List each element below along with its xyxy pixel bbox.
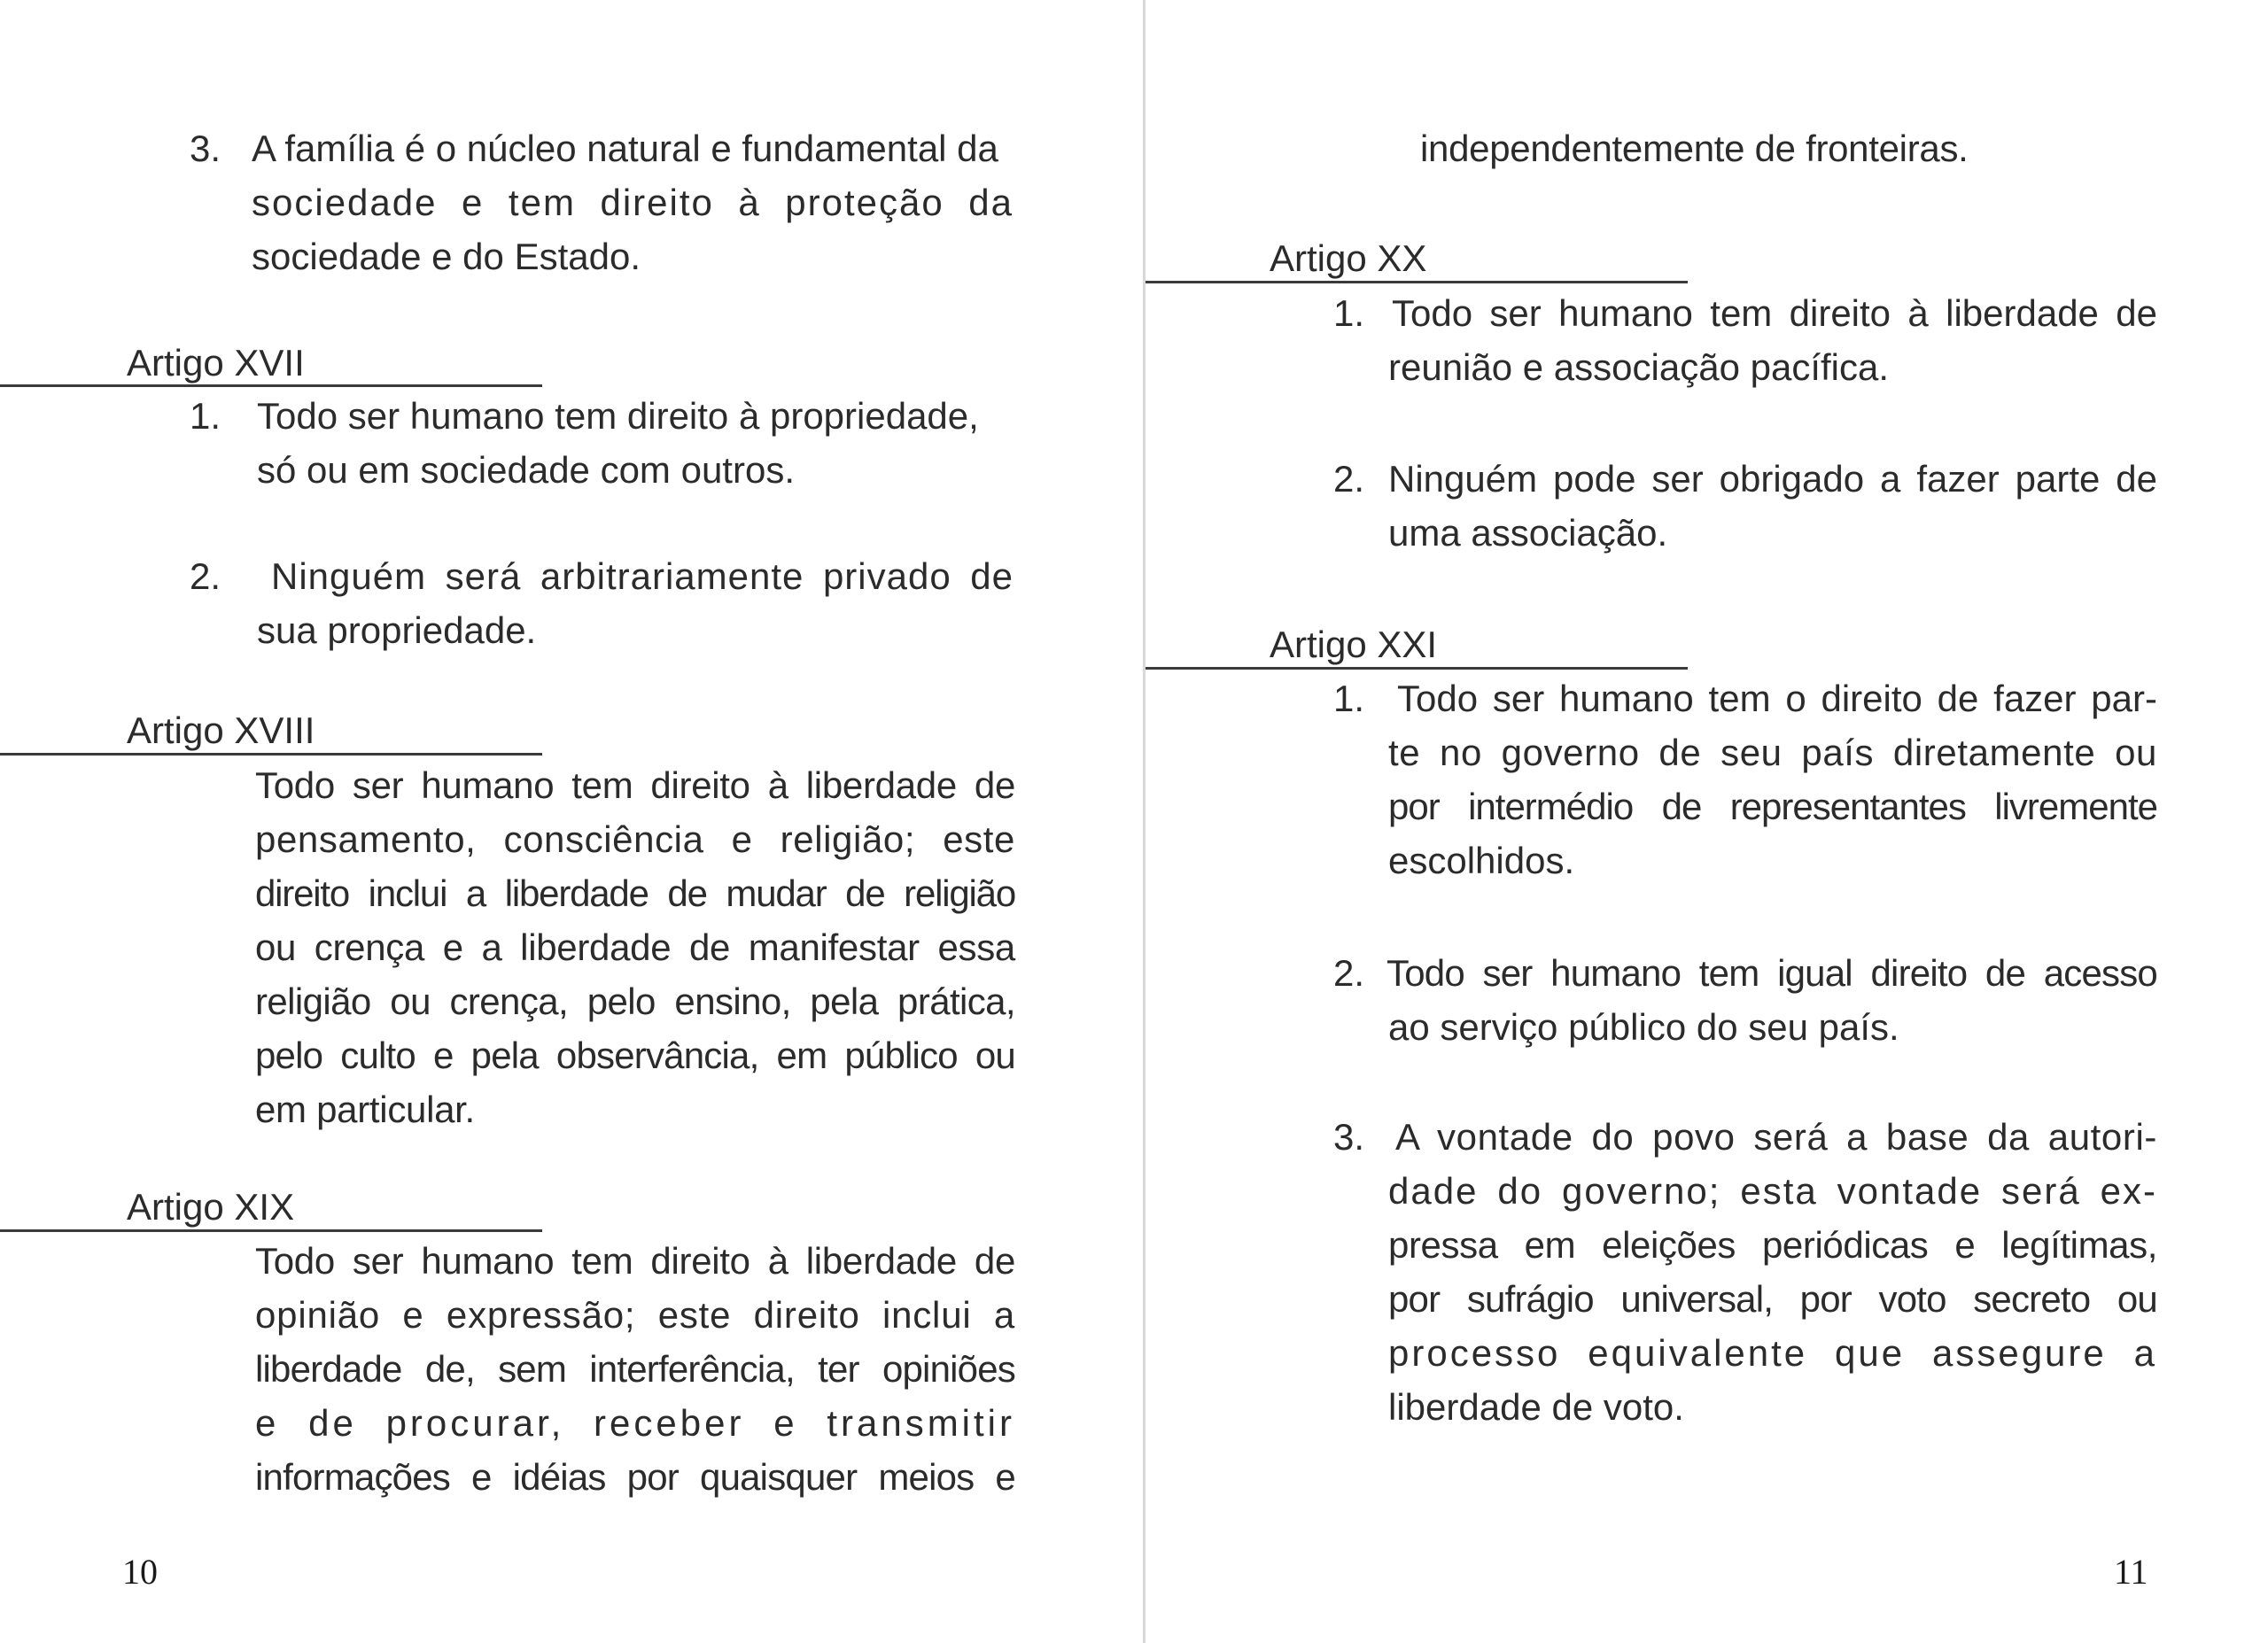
artigo-xvii-rule [0, 384, 542, 387]
text-line: religião ou crença, pelo ensino, pela prática, [255, 980, 1015, 1022]
text-line: reunião e associação pacífica. [1388, 346, 1890, 388]
text-line: pressa em eleições periódicas e legítimas, [1388, 1224, 2157, 1266]
artigo-xx-rule [1146, 281, 1688, 283]
artigo-xx-heading: Artigo XX [1270, 237, 1427, 279]
artigo-xxi-heading: Artigo XXI [1270, 624, 1438, 665]
artigo-xxi-item-3 [1333, 1110, 2157, 1446]
text-line: liberdade de voto. [1388, 1386, 1684, 1428]
item-number: 3. [190, 128, 221, 169]
artigo-xvii-heading: Artigo XVII [127, 342, 305, 384]
text-line: sociedade e do Estado. [252, 236, 641, 277]
item-number: 2. [190, 555, 221, 597]
text-line: sua propriedade. [257, 609, 537, 651]
text-line: em particular. [255, 1089, 475, 1130]
text-line: informações e idéias por quaisquer meios e [255, 1456, 1015, 1498]
item-text [1388, 452, 2157, 560]
artigo-xviii-text [255, 758, 1015, 1136]
item-text [1388, 1110, 2157, 1434]
artigo-xviii-rule [0, 753, 542, 756]
artigo-xxi-item-1 [1333, 671, 2157, 893]
artigo-xix-text [255, 1234, 1015, 1504]
text-line: dade do governo; esta vontade será ex- [1388, 1170, 2157, 1212]
artigo-xviii-heading: Artigo XVIII [127, 709, 315, 751]
text-line: Todo ser humano tem direito à liberdade de [255, 764, 1015, 806]
text-line: ou crença e a liberdade de manifestar essa [255, 926, 1015, 968]
text-line: A família é o núcleo natural e fundamental da [252, 128, 998, 169]
item-number: 2. [1333, 458, 1365, 500]
page-number: 11 [2114, 1552, 2148, 1592]
item-text [1386, 946, 2157, 1054]
text-line: Todo ser humano tem igual direito de acesso [1386, 952, 2157, 994]
text-line: por sufrágio universal, por voto secreto ou [1388, 1278, 2157, 1320]
item-number: 1. [1333, 292, 1365, 334]
item-number: 3. [1333, 1116, 1365, 1158]
text-line: só ou em sociedade com outros. [257, 449, 795, 491]
text-line: Todo ser humano tem direito à liberdade de [1392, 292, 2157, 334]
text-line: sociedade e tem direito à proteção da [252, 182, 1014, 223]
text-line: direito inclui a liberdade de mudar de religião [255, 872, 1015, 914]
item-number: 2. [1333, 952, 1365, 994]
text-line: e de procurar, receber e transmitir [255, 1402, 1015, 1444]
item-text [257, 549, 1014, 657]
item-text [1388, 671, 2157, 887]
text-line: Ninguém será arbitrariamente privado de [271, 555, 1014, 597]
text-line: opinião e expressão; este direito inclui a [255, 1294, 1015, 1336]
text-line: por intermédio de representantes livremente [1388, 786, 2157, 827]
item-number: 1. [190, 395, 221, 437]
text-line: pensamento, consciência e religião; este [255, 818, 1015, 860]
text-line: uma associação. [1388, 512, 1668, 554]
text-line: te no governo de seu país diretamente ou [1388, 732, 2157, 773]
artigo-xvi-item-3 [190, 121, 1014, 290]
text-line: Ninguém pode ser obrigado a fazer parte de [1388, 458, 2157, 500]
text-line: Todo ser humano tem direito à propriedade, [257, 395, 979, 437]
text-line: liberdade de, sem interferência, ter opiniões [255, 1348, 1015, 1390]
text-line: ao serviço público do seu país. [1388, 1006, 1899, 1048]
artigo-xx-item-2 [1333, 452, 2157, 567]
item-text [257, 389, 1014, 497]
item-text [1388, 286, 2157, 394]
text-line: Todo ser humano tem direito à liberdade de [255, 1240, 1015, 1282]
right-page [1146, 0, 2268, 1643]
text-line: pelo culto e pela observância, em público ou [255, 1035, 1015, 1076]
text-line: A vontade do povo será a base da autori- [1395, 1116, 2157, 1158]
artigo-xxi-rule [1146, 667, 1688, 670]
artigo-xvii-item-2 [190, 549, 1014, 664]
artigo-xix-heading: Artigo XIX [127, 1186, 295, 1228]
page-number: 10 [122, 1552, 158, 1592]
artigo-xx-item-1 [1333, 286, 2157, 401]
text-line: Todo ser humano tem o direito de fazer par- [1397, 678, 2157, 719]
artigo-xxi-item-2 [1333, 946, 2157, 1061]
artigo-xvii-item-1 [190, 389, 1014, 504]
item-number: 1. [1333, 678, 1365, 719]
text-line: processo equivalente que assegure a [1388, 1332, 2157, 1374]
artigo-xix-rule [0, 1229, 542, 1232]
text-line: escolhidos. [1388, 840, 1575, 881]
continuation-text: independentemente de fronteiras. [1420, 128, 1969, 169]
item-text [252, 121, 1014, 283]
